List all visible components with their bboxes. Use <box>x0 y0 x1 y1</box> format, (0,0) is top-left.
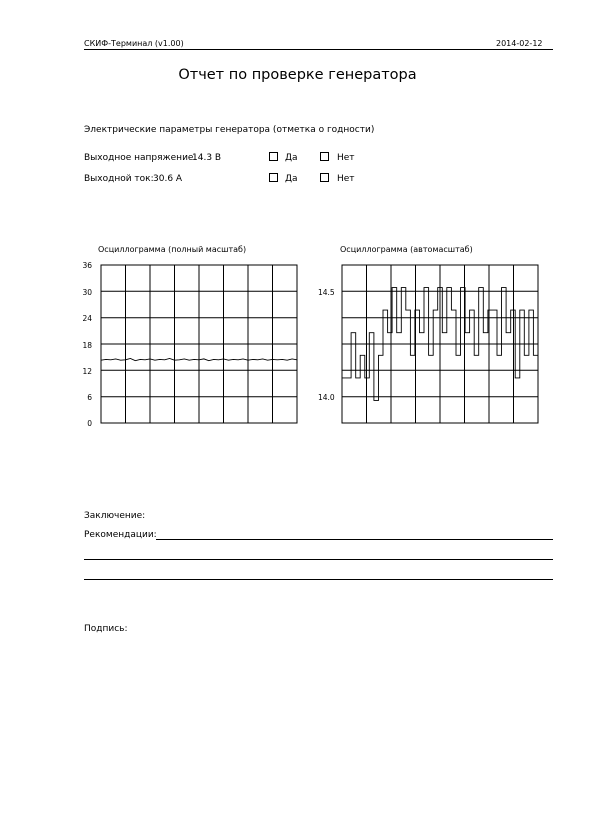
recommendations-line[interactable] <box>84 559 553 560</box>
page-title: Отчет по проверке генератора <box>178 67 417 83</box>
signature-label: Подпись: <box>84 624 128 634</box>
chart-full-plot <box>101 265 297 423</box>
conclusion-label: Заключение: <box>84 511 146 521</box>
current-label: Выходной ток: <box>84 174 154 184</box>
header-divider <box>84 49 553 50</box>
report-date: 2014-02-12 <box>496 39 543 48</box>
chart-auto-ytick: 14.5 <box>318 288 335 297</box>
current-no-checkbox[interactable] <box>320 173 329 182</box>
chart-full-ytick: 24 <box>82 314 92 323</box>
chart-full-ytick: 18 <box>82 341 92 350</box>
recommendations-line[interactable] <box>156 539 553 540</box>
app-name: СКИФ-Терминал (v1.00) <box>84 39 184 48</box>
voltage-label: Выходное напряжение: <box>84 153 197 163</box>
chart-auto-title: Осциллограмма (автомасштаб) <box>340 245 473 254</box>
chart-auto-ytick: 14.0 <box>318 393 335 402</box>
section-title: Электрические параметры генератора (отметка о годности) <box>84 125 375 135</box>
voltage-value: 14.3 В <box>192 153 222 163</box>
recommendations-label: Рекомендации: <box>84 530 157 540</box>
current-no-label: Нет <box>337 174 355 184</box>
chart-full-title: Осциллограмма (полный масштаб) <box>98 245 247 254</box>
voltage-yes-label: Да <box>285 153 298 163</box>
current-yes-label: Да <box>285 174 298 184</box>
chart-full-ytick: 12 <box>82 367 92 376</box>
voltage-yes-checkbox[interactable] <box>269 152 278 161</box>
voltage-no-label: Нет <box>337 153 355 163</box>
chart-full-ytick: 36 <box>82 261 92 270</box>
current-yes-checkbox[interactable] <box>269 173 278 182</box>
chart-full-ytick: 6 <box>87 393 92 402</box>
recommendations-line[interactable] <box>84 579 553 580</box>
chart-full-ytick: 30 <box>82 288 92 297</box>
voltage-no-checkbox[interactable] <box>320 152 329 161</box>
chart-full-ytick: 0 <box>87 419 92 428</box>
current-value: 30.6 А <box>153 174 183 184</box>
chart-auto-plot <box>342 265 538 423</box>
